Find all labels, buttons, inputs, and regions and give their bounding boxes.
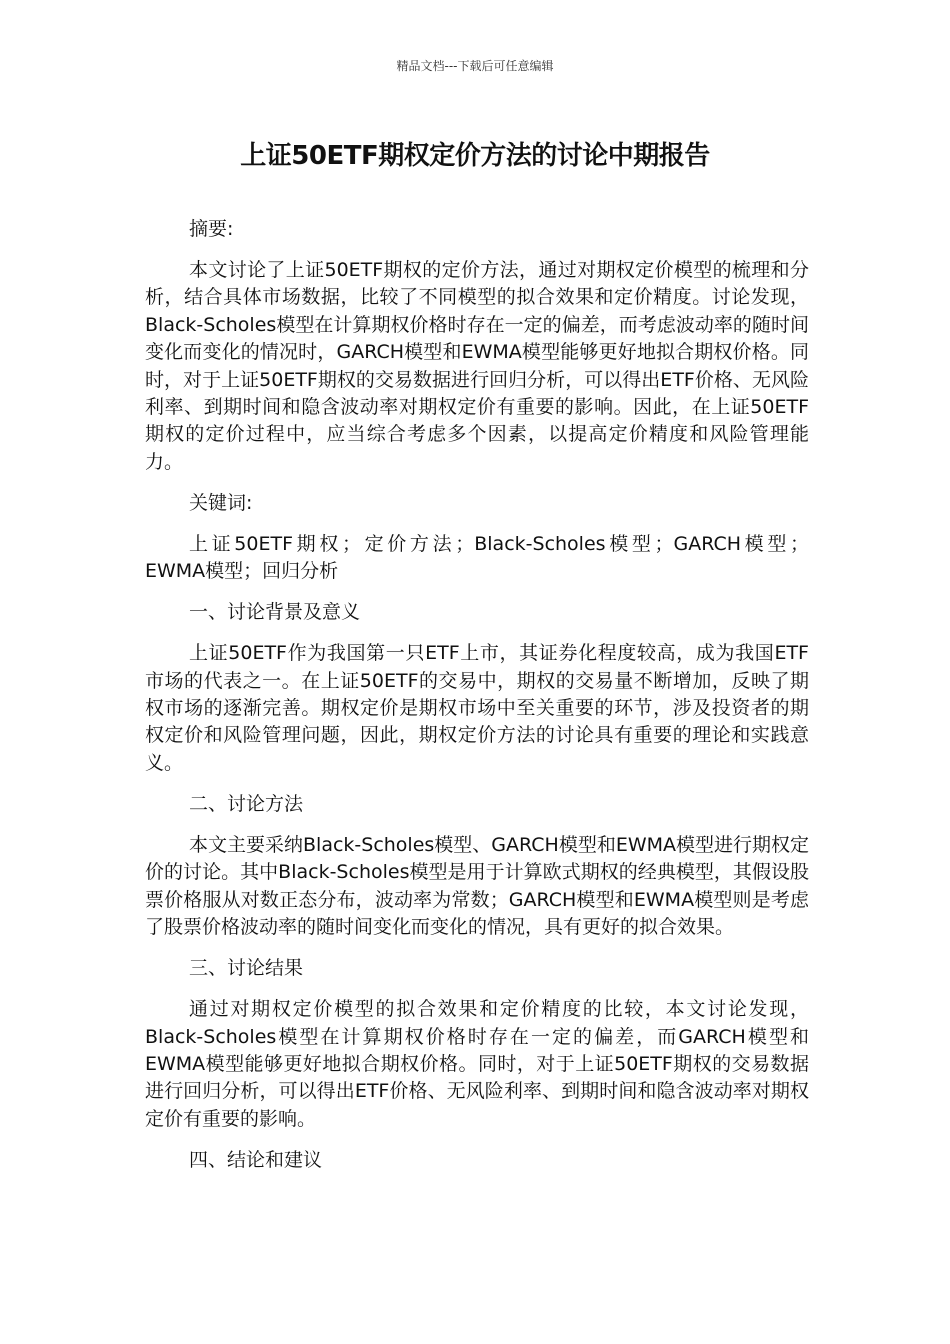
section-paragraph-results: 通过对期权定价模型的拟合效果和定价精度的比较，本文讨论发现，Black-Scholes模型在计算期权价格时存在一定的偏差，而GARCH模型和EWMA模型能够更好地拟合期权价格。同时，对于上证50ETF期权的交易数据进行回归分析，可以得出ETF价格、无风险利率、到期时间和隐含波动率对期权定价有重要的影响。 <box>145 998 809 1130</box>
section-heading-conclusion: 四、结论和建议 <box>189 1148 323 1171</box>
section-paragraph-method: 本文主要采纳Black-Scholes模型、GARCH模型和EWMA模型进行期权定价的讨论。其中Black-Scholes模型是用于计算欧式期权的经典模型，其假设股票价格服从对数正态分布，波动率为常数；GARCH模型和EWMA模型则是考虑了股票价格波动率的随时间变化而变化的情况，具有更好的拟合效果。 <box>145 833 810 939</box>
section-heading-results: 三、讨论结果 <box>189 957 304 980</box>
abstract-label: 摘要: <box>189 218 234 240</box>
section-paragraph-background: 上证50ETF作为我国第一只ETF上市，其证券化程度较高，成为我国ETF市场的代表之一。在上证50ETF的交易中，期权的交易量不断增加，反映了期权市场的逐渐完善。期权定价是期权市场中至关重要的环节，涉及投资者的期权定价和风险管理问题，因此，期权定价方法的讨论具有重要的理论和实践意义。 <box>145 642 809 774</box>
keywords-paragraph: 上证50ETF期权；定价方法；Black-Scholes模型；GARCH模型；EWMA模型；回归分析 <box>145 532 809 583</box>
document-body <box>145 216 809 1188</box>
section-heading-method: 二、讨论方法 <box>189 792 304 815</box>
keywords-label: 关键词: <box>189 491 253 514</box>
abstract-paragraph: 本文讨论了上证50ETF期权的定价方法，通过对期权定价模型的梳理和分析，结合具体市场数据，比较了不同模型的拟合效果和定价精度。讨论发现，Black-Scholes模型在计算期权价格时存在一定的偏差，而考虑波动率的随时间变化而变化的情况时，GARCH模型和EWMA模型能够更好地拟合期权价格。同时，对于上证50ETF期权的交易数据进行回归分析，可以得出ETF价格、无风险利率、到期时间和隐含波动率对期权定价有重要的影响。因此，在上证50ETF期权的定价过程中，应当综合考虑多个因素，以提高定价精度和风险管理能力。 <box>145 259 809 473</box>
document-title: 上证50ETF期权定价方法的讨论中期报告 <box>240 141 710 171</box>
section-heading-background: 一、讨论背景及意义 <box>189 601 361 624</box>
page-header-note: 精品文档---下载后可任意编辑 <box>396 59 554 73</box>
